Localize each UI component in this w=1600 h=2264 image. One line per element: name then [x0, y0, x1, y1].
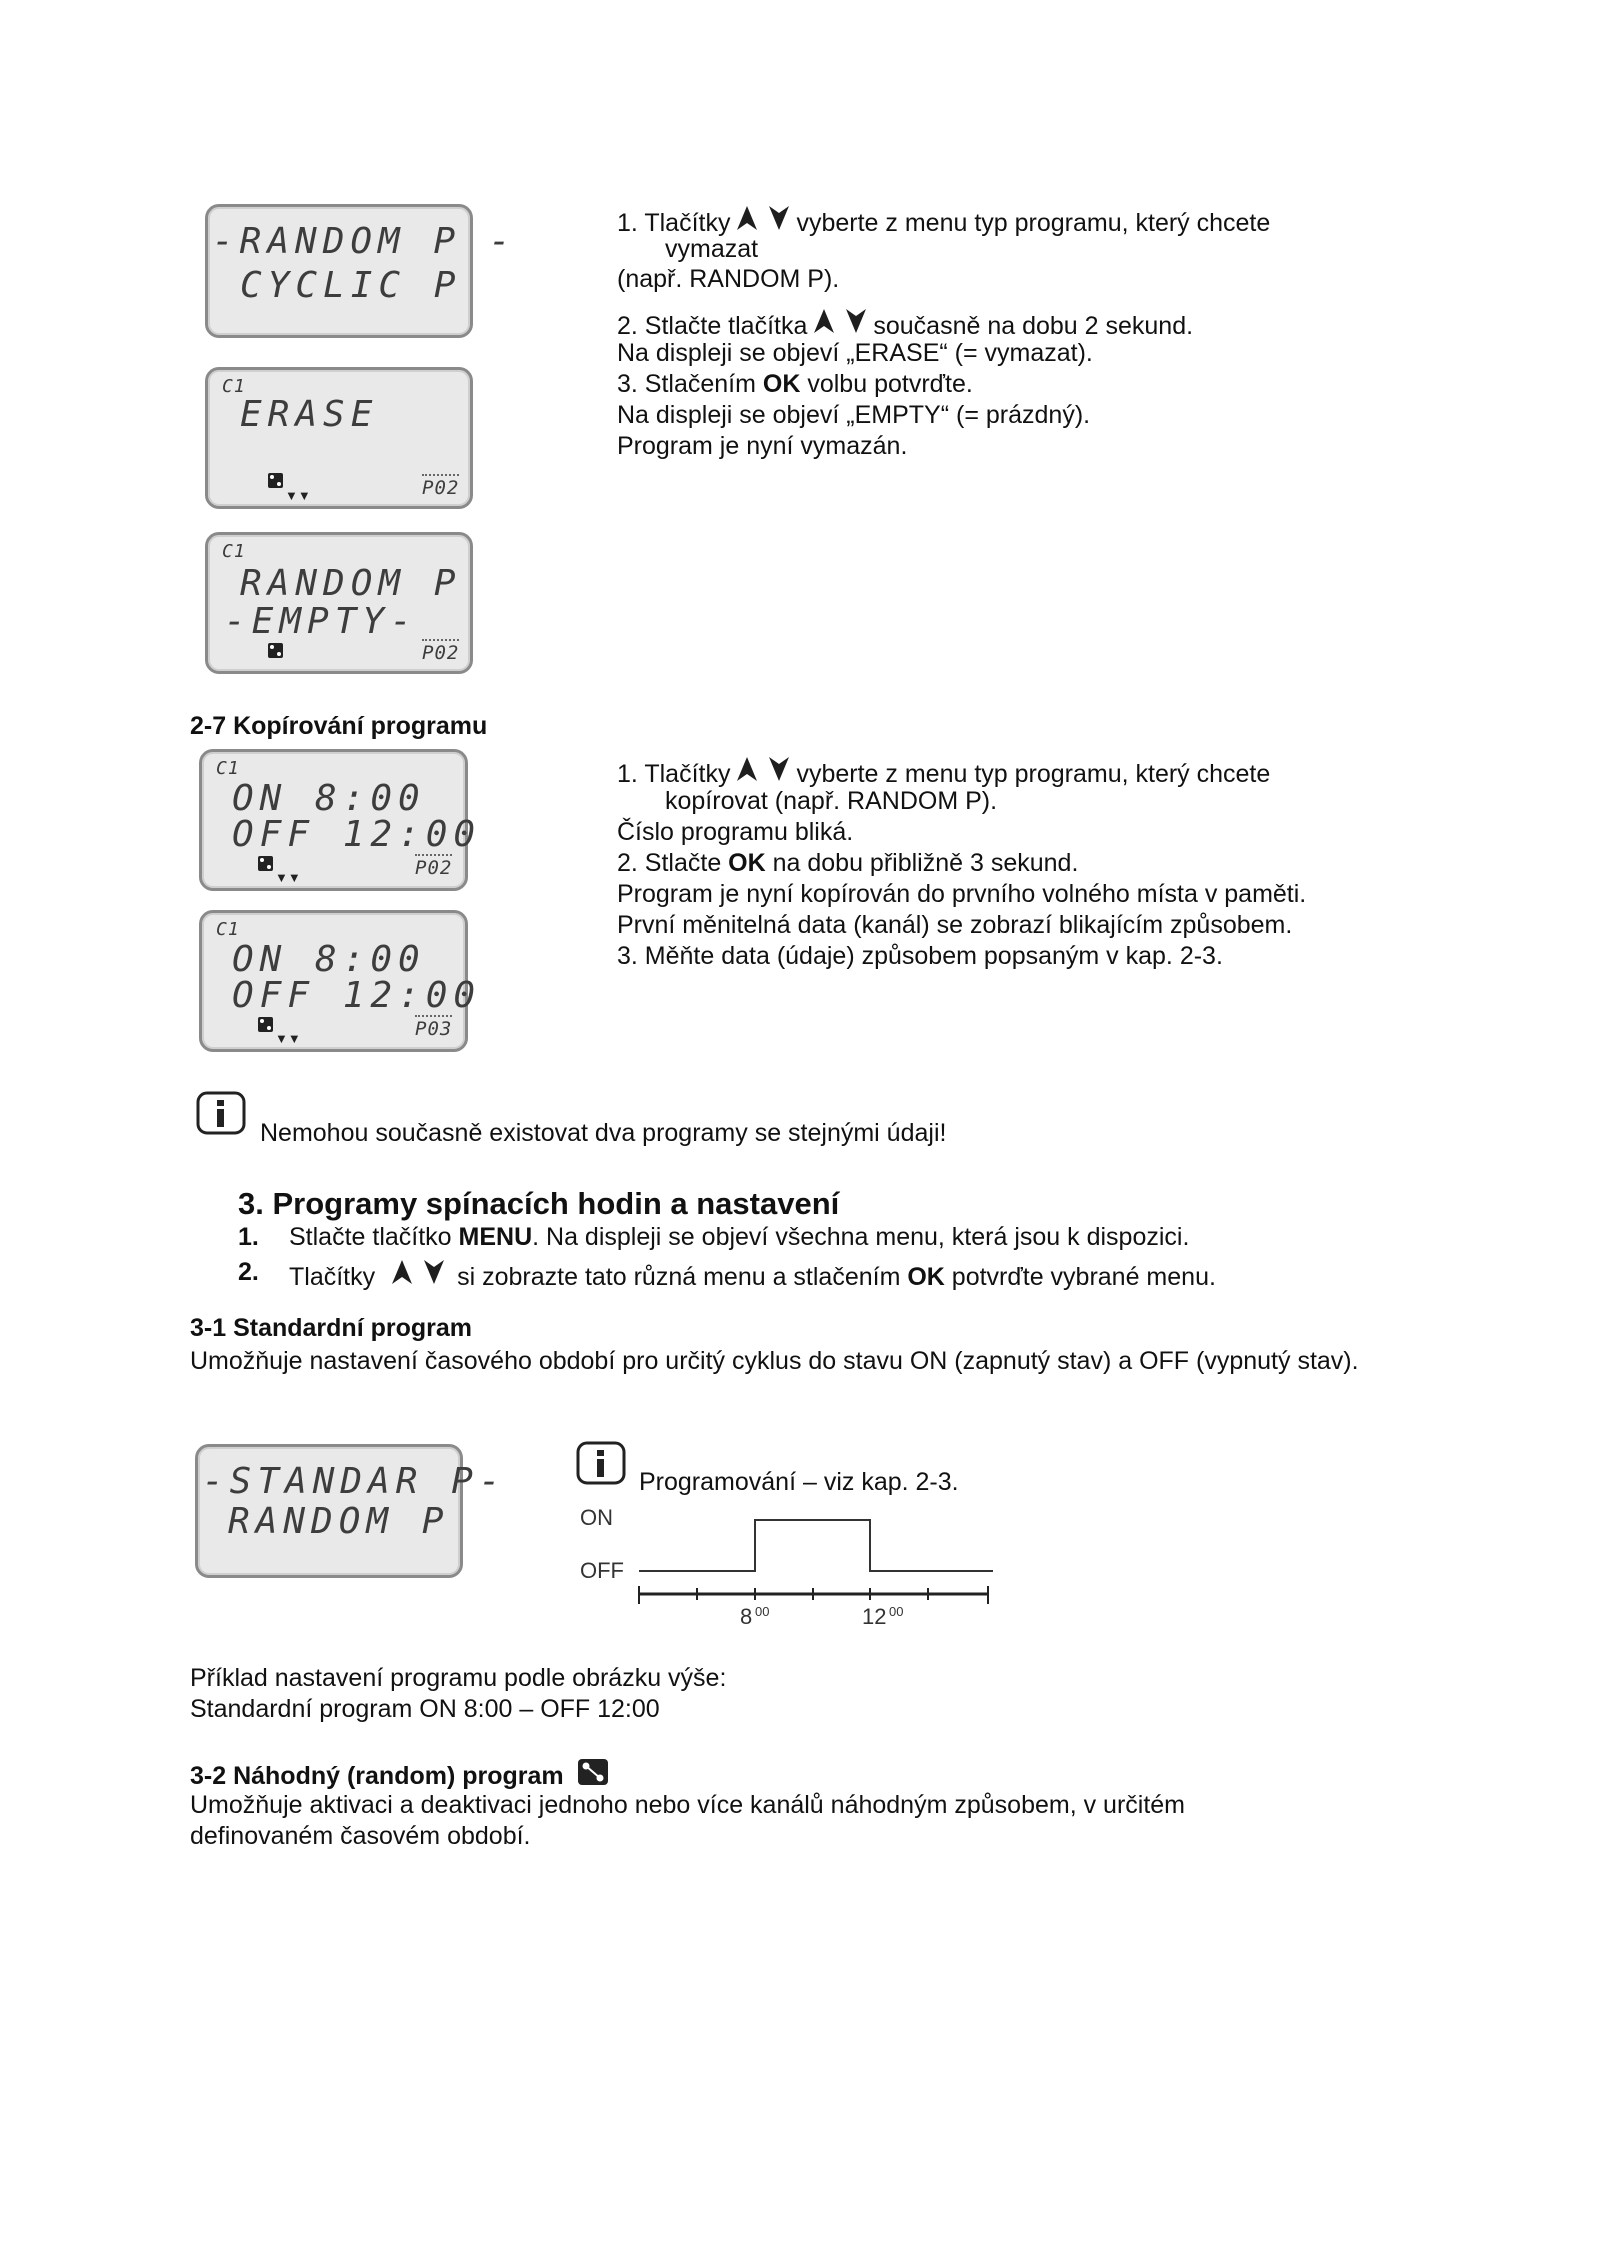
diagram-signal-line: [639, 1520, 993, 1571]
on-off-timing-diagram: [575, 1500, 1005, 1632]
lcd-line-2: RANDOM P: [228, 1501, 450, 1542]
copy-step-2: 2. Stlačte OK na dobu přibližně 3 sekund.: [617, 849, 1079, 877]
section-3-title: 3. Programy spínacích hodin a nastavení: [238, 1186, 840, 1221]
random-dice-icon: [577, 1758, 609, 1786]
down-triangles-icon: ▼▼: [285, 488, 311, 503]
lcd-line-2: -EMPTY-: [224, 601, 418, 642]
info-icon: [196, 1091, 246, 1135]
lcd-program-code: P02: [415, 854, 452, 879]
lcd-line-1: RANDOM P: [240, 563, 462, 604]
copy-line-data: První měnitelná data (kanál) se zobrazí blikajícím způsobem.: [617, 911, 1293, 939]
down-triangles-icon: ▼▼: [275, 870, 301, 885]
random-dice-icon: [258, 1017, 273, 1032]
copy-section-heading: 2-7 Kopírování programu: [190, 712, 488, 740]
standard-example-values: Standardní program ON 8:00 – OFF 12:00: [190, 1695, 660, 1723]
info-icon: [576, 1441, 626, 1485]
section-3-item-2-number: 2.: [238, 1258, 259, 1286]
copy-line-copied: Program je nyní kopírován do prvního volného místa v paměti.: [617, 880, 1307, 908]
diagram-time-8: 8: [740, 1604, 753, 1629]
lcd-display-random-cyclic: [205, 204, 517, 338]
erase-step-2: 2. Stlačte tlačítka současně na dobu 2 sekund.: [617, 306, 1193, 342]
lcd-program-code: P03: [415, 1015, 452, 1040]
diagram-off-label: OFF: [580, 1558, 624, 1583]
lcd-line-1: ERASE: [240, 394, 379, 435]
down-triangles-icon: ▼▼: [275, 1031, 301, 1046]
copy-step-1-cont: kopírovat (např. RANDOM P).: [665, 787, 998, 815]
up-down-arrows-icon: [734, 754, 792, 784]
standard-programming-note: Programování – viz kap. 2-3.: [639, 1468, 959, 1496]
lcd-line-1: ON 8:00: [232, 778, 426, 819]
random-dice-icon: [268, 643, 283, 658]
lcd-channel: C1: [216, 919, 240, 940]
erase-line-done: Program je nyní vymazán.: [617, 432, 908, 460]
lcd-program-code: P02: [422, 474, 459, 499]
diagram-on-label: ON: [580, 1505, 613, 1530]
lcd-display-copy-p02: [199, 749, 482, 891]
standard-program-heading: 3-1 Standardní program: [190, 1314, 472, 1342]
diagram-time-8-minutes: 00: [755, 1604, 770, 1619]
section-3-item-1: Stlačte tlačítko MENU. Na displeji se objeví všechna menu, která jsou k dispozici.: [289, 1223, 1190, 1251]
diagram-time-12-minutes: 00: [889, 1604, 904, 1619]
lcd-line-1: -RANDOM P -: [212, 221, 517, 262]
section-3-item-1-number: 1.: [238, 1223, 259, 1251]
diagram-time-12: 12: [862, 1604, 887, 1629]
lcd-line-1: -STANDAR P-: [202, 1461, 507, 1502]
erase-line-erase: Na displeji se objeví „ERASE“ (= vymazat).: [617, 339, 1093, 367]
random-program-description-1: Umožňuje aktivaci a deaktivaci jednoho nebo více kanálů náhodným způsobem, v určitém: [190, 1791, 1185, 1819]
note-duplicate-programs: Nemohou současně existovat dva programy se stejnými údaji!: [260, 1119, 947, 1147]
lcd-channel: C1: [216, 758, 240, 779]
standard-program-description: Umožňuje nastavení časového období pro určitý cyklus do stavu ON (zapnutý stav) a OFF (vypnutý stav).: [190, 1347, 1359, 1375]
lcd-display-empty: [205, 532, 473, 674]
erase-step-1-example: (např. RANDOM P).: [617, 265, 840, 293]
random-program-heading: 3-2 Náhodný (random) program: [190, 1758, 609, 1791]
lcd-channel: C1: [222, 541, 246, 562]
random-dice-icon: [258, 856, 273, 871]
lcd-display-erase: [205, 367, 473, 509]
lcd-line-2: CYCLIC P: [240, 265, 462, 306]
lcd-channel: C1: [222, 376, 246, 397]
erase-step-1: 1. Tlačítky vyberte z menu typ programu, který chcete: [617, 203, 1270, 239]
lcd-display-standard: [195, 1444, 507, 1578]
copy-line-blinks: Číslo programu bliká.: [617, 818, 854, 846]
erase-step-3: 3. Stlačením OK volbu potvrďte.: [617, 370, 973, 398]
erase-step-1-cont: vymazat: [665, 235, 759, 263]
lcd-display-copy-p03: [199, 910, 482, 1052]
standard-example-intro: Příklad nastavení programu podle obrázku výše:: [190, 1664, 727, 1692]
copy-step-1: 1. Tlačítky vyberte z menu typ programu, který chcete: [617, 754, 1270, 790]
up-down-arrows-icon: [389, 1257, 447, 1287]
copy-step-3: 3. Měňte data (údaje) způsobem popsaným v kap. 2-3.: [617, 942, 1223, 970]
lcd-line-1: ON 8:00: [232, 939, 426, 980]
random-dice-icon: [268, 473, 283, 488]
erase-line-empty: Na displeji se objeví „EMPTY“ (= prázdný).: [617, 401, 1091, 429]
section-3-item-2: Tlačítky si zobrazte tato různá menu a stlačením OK potvrďte vybrané menu.: [289, 1257, 1216, 1293]
random-program-description-2: definovaném časovém období.: [190, 1822, 531, 1850]
lcd-line-2: OFF 12:00: [232, 975, 482, 1016]
up-down-arrows-icon: [734, 203, 792, 233]
lcd-program-code: P02: [422, 639, 459, 664]
up-down-arrows-icon: [811, 306, 869, 336]
lcd-line-2: OFF 12:00: [232, 814, 482, 855]
